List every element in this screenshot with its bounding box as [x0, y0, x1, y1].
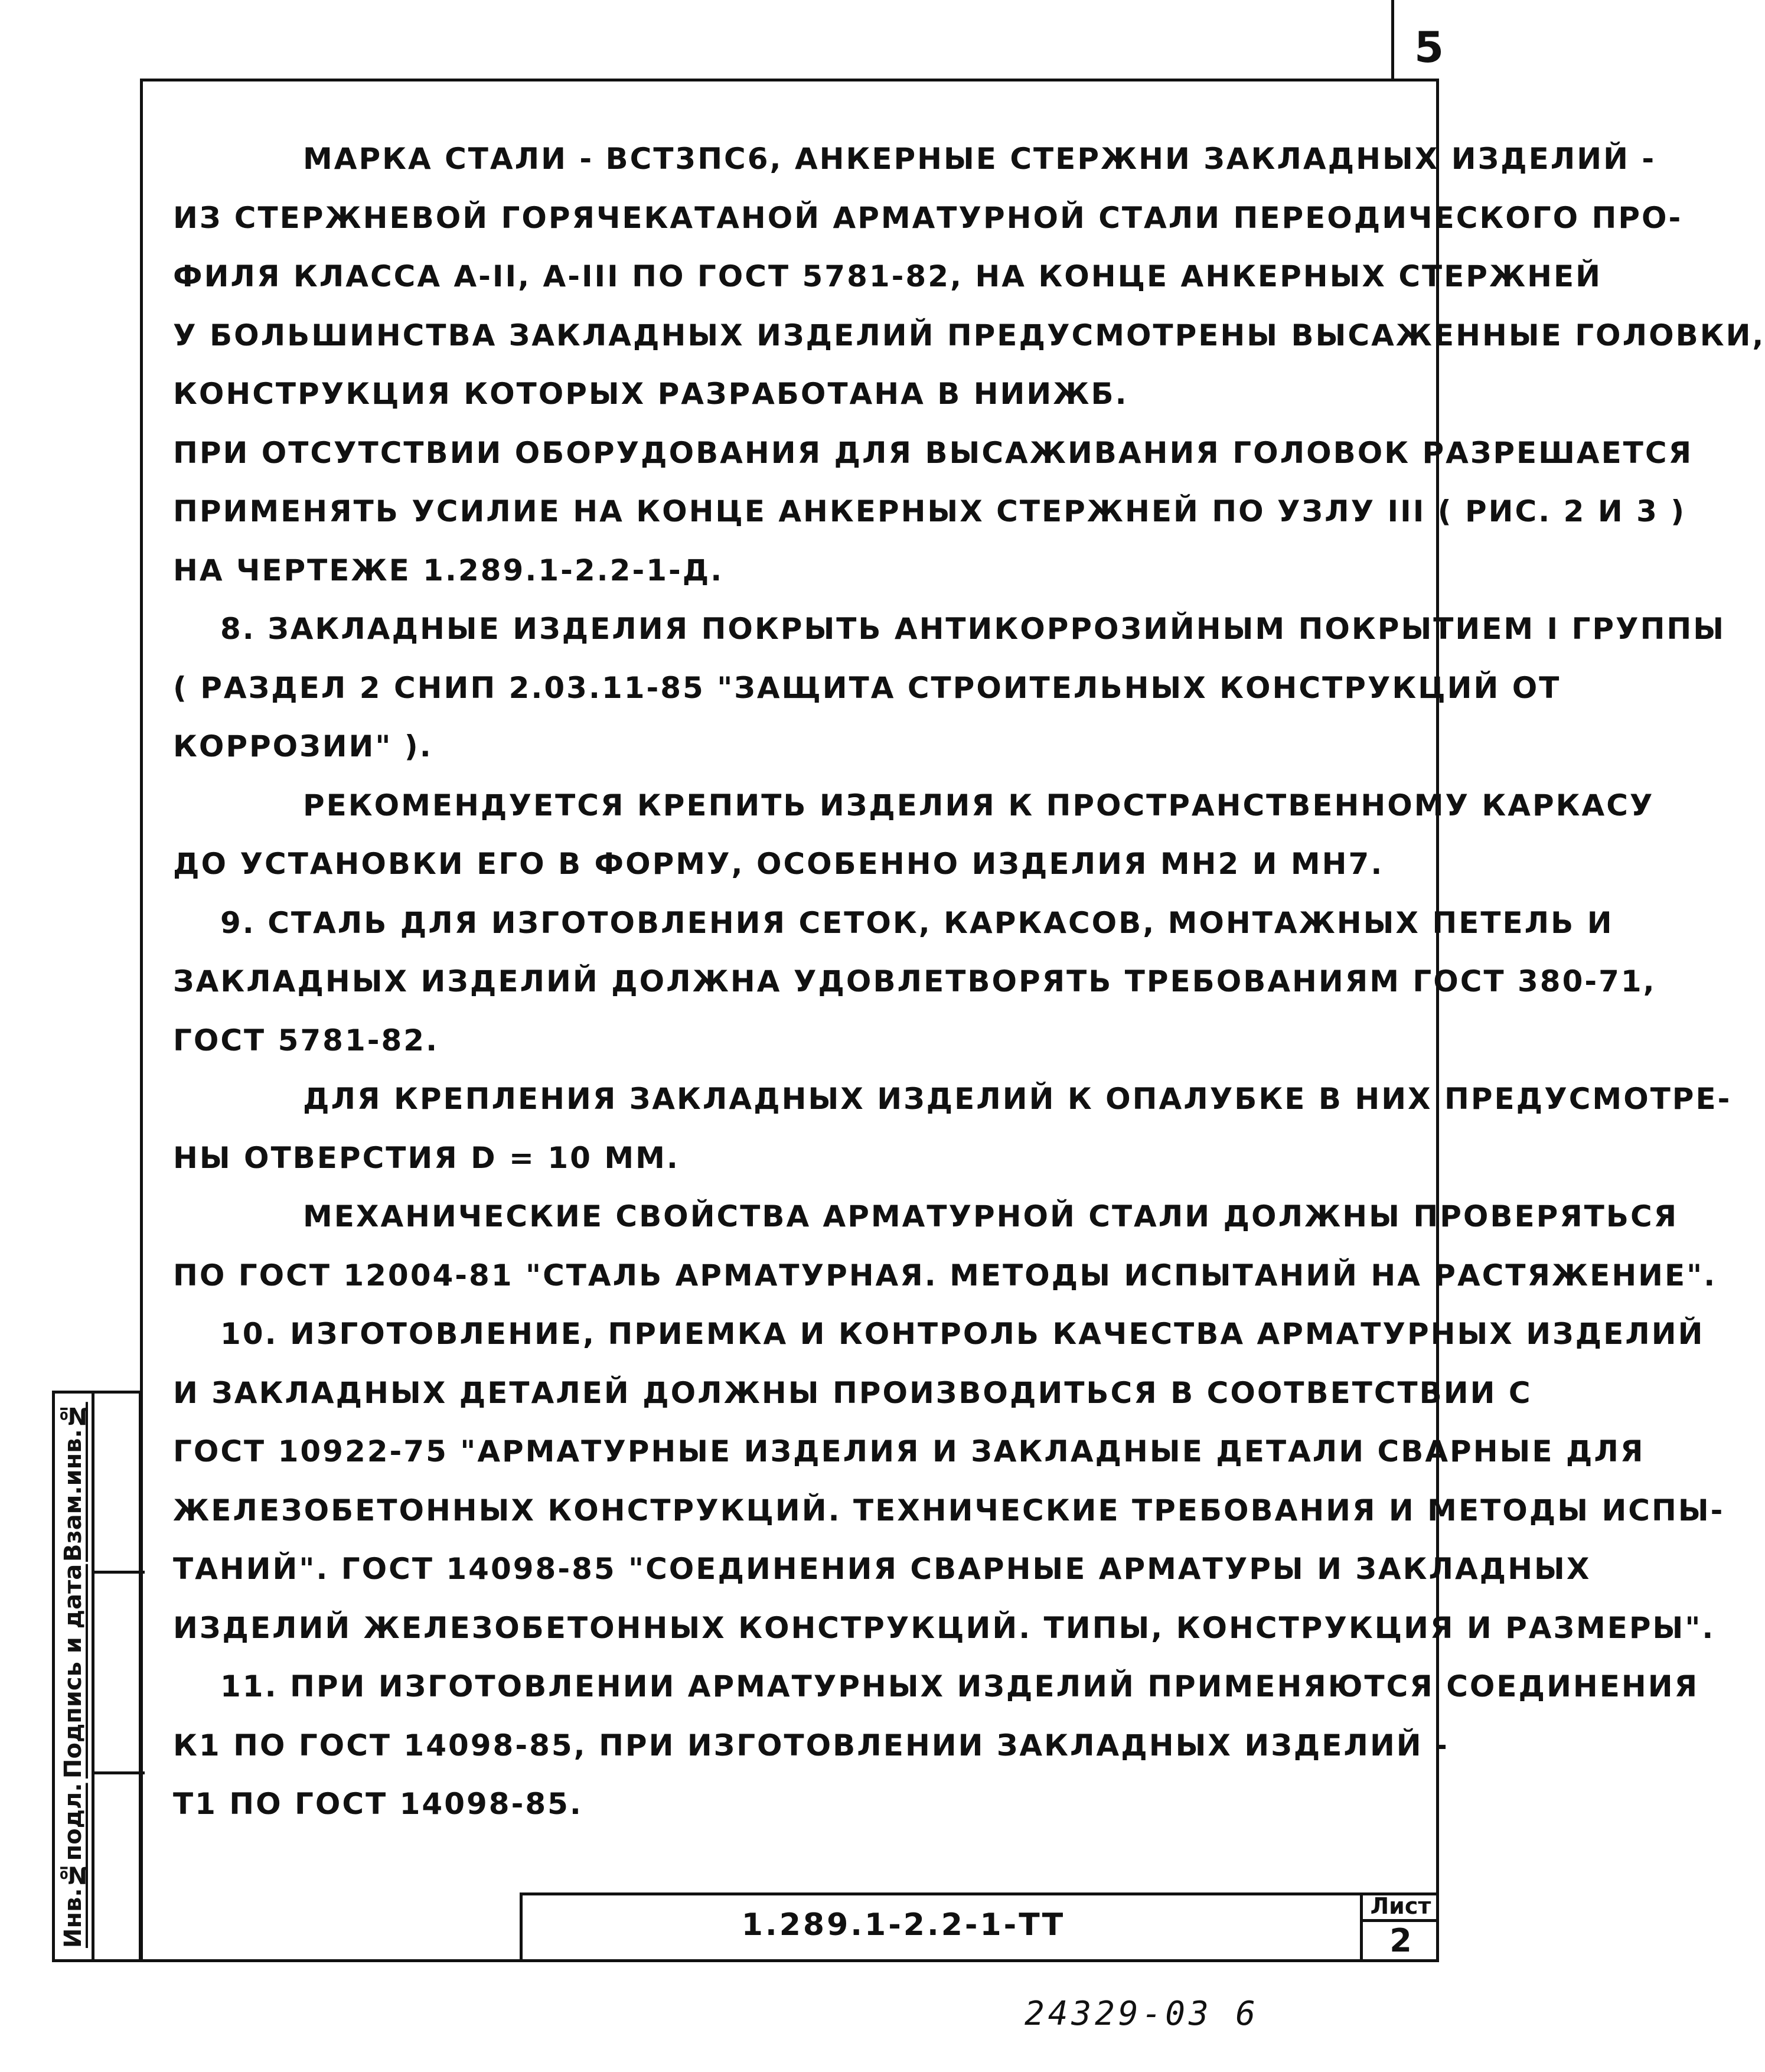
stamp-divider	[92, 1394, 94, 1959]
text-line: ФИЛЯ КЛАССА А-II, А-III ПО ГОСТ 5781-82, НА КОНЦЕ АНКЕРНЫХ СТЕРЖНЕЙ	[173, 259, 1602, 293]
text-line: 11. ПРИ ИЗГОТОВЛЕНИИ АРМАТУРНЫХ ИЗДЕЛИЙ ПРИМЕНЯЮТСЯ СОЕДИНЕНИЯ	[220, 1669, 1699, 1704]
text-line: ГОСТ 5781-82.	[173, 1023, 439, 1058]
text-line: К1 ПО ГОСТ 14098-85, ПРИ ИЗГОТОВЛЕНИИ ЗАКЛАДНЫХ ИЗДЕЛИЙ -	[173, 1728, 1449, 1763]
text-line: ЗАКЛАДНЫХ ИЗДЕЛИЙ ДОЛЖНА УДОВЛЕТВОРЯТЬ ТРЕБОВАНИЯМ ГОСТ 380-71,	[173, 964, 1656, 999]
text-line: ГОСТ 10922-75 "АРМАТУРНЫЕ ИЗДЕЛИЯ И ЗАКЛАДНЫЕ ДЕТАЛИ СВАРНЫЕ ДЛЯ	[173, 1434, 1645, 1469]
text-line: КОНСТРУКЦИЯ КОТОРЫХ РАЗРАБОТАНА В НИИЖБ.	[173, 377, 1128, 411]
stamp-divider	[92, 1571, 145, 1574]
text-line: 9. СТАЛЬ ДЛЯ ИЗГОТОВЛЕНИЯ СЕТОК, КАРКАСОВ, МОНТАЖНЫХ ПЕТЕЛЬ И	[220, 905, 1614, 940]
archive-number: 24329-03 6	[1025, 1995, 1260, 2033]
text-line: ИЗДЕЛИЙ ЖЕЛЕЗОБЕТОННЫХ КОНСТРУКЦИЙ. ТИПЫ, КОНСТРУКЦИЯ И РАЗМЕРЫ".	[173, 1610, 1715, 1645]
stamp-sign-date: Подпись и дата	[60, 1564, 87, 1779]
sheet-number: 2	[1389, 1922, 1412, 1959]
text-line: ЖЕЛЕЗОБЕТОННЫХ КОНСТРУКЦИЙ. ТЕХНИЧЕСКИЕ ТРЕБОВАНИЯ И МЕТОДЫ ИСПЫ-	[173, 1493, 1725, 1528]
text-line: ПРИМЕНЯТЬ УСИЛИЕ НА КОНЦЕ АНКЕРНЫХ СТЕРЖНЕЙ ПО УЗЛУ III ( РИС. 2 И 3 )	[173, 494, 1686, 528]
text-line: ( РАЗДЕЛ 2 СНИП 2.03.11-85 "ЗАЩИТА СТРОИТЕЛЬНЫХ КОНСТРУКЦИЙ ОТ	[173, 670, 1561, 705]
text-line: КОРРОЗИИ" ).	[173, 729, 433, 763]
text-line: ТАНИЙ". ГОСТ 14098-85 "СОЕДИНЕНИЯ СВАРНЫЕ АРМАТУРЫ И ЗАКЛАДНЫХ	[173, 1552, 1591, 1586]
text-line: 10. ИЗГОТОВЛЕНИЕ, ПРИЕМКА И КОНТРОЛЬ КАЧЕСТВА АРМАТУРНЫХ ИЗДЕЛИЙ	[220, 1317, 1705, 1351]
text-line: ПРИ ОТСУТСТВИИ ОБОРУДОВАНИЯ ДЛЯ ВЫСАЖИВАНИЯ ГОЛОВОК РАЗРЕШАЕТСЯ	[173, 435, 1694, 470]
text-line: ПО ГОСТ 12004-81 "СТАЛЬ АРМАТУРНАЯ. МЕТОДЫ ИСПЫТАНИЙ НА РАСТЯЖЕНИЕ".	[173, 1258, 1717, 1293]
sheet-label: Лист	[1370, 1893, 1431, 1919]
text-line: 8. ЗАКЛАДНЫЕ ИЗДЕЛИЯ ПОКРЫТЬ АНТИКОРРОЗИЙНЫМ ПОКРЫТИЕМ I ГРУППЫ	[220, 612, 1726, 646]
text-line: ИЗ СТЕРЖНЕВОЙ ГОРЯЧЕКАТАНОЙ АРМАТУРНОЙ СТАЛИ ПЕРЕОДИЧЕСКОГО ПРО-	[173, 200, 1683, 235]
notes-text	[173, 130, 1765, 1834]
text-line: Т1 ПО ГОСТ 14098-85.	[173, 1787, 583, 1821]
text-line: РЕКОМЕНДУЕТСЯ КРЕПИТЬ ИЗДЕЛИЯ К ПРОСТРАНСТВЕННОМУ КАРКАСУ	[303, 788, 1655, 823]
stamp-replace-inv: Взам.инв.№	[60, 1402, 87, 1562]
text-line: НЫ ОТВЕРСТИЯ D = 10 ММ.	[173, 1140, 680, 1175]
side-stamp	[52, 1391, 142, 1962]
page-number: 5	[1414, 22, 1446, 72]
text-line: У БОЛЬШИНСТВА ЗАКЛАДНЫХ ИЗДЕЛИЙ ПРЕДУСМОТРЕНЫ ВЫСАЖЕННЫЕ ГОЛОВКИ,	[173, 318, 1765, 353]
stamp-divider	[92, 1771, 145, 1774]
text-line: И ЗАКЛАДНЫХ ДЕТАЛЕЙ ДОЛЖНЫ ПРОИЗВОДИТЬСЯ В СООТВЕТСТВИИ С	[173, 1375, 1532, 1410]
text-line: МАРКА СТАЛИ - ВСТ3ПС6, АНКЕРНЫЕ СТЕРЖНИ ЗАКЛАДНЫХ ИЗДЕЛИЙ -	[303, 142, 1656, 176]
text-line: ДЛЯ КРЕПЛЕНИЯ ЗАКЛАДНЫХ ИЗДЕЛИЙ К ОПАЛУБКЕ В НИХ ПРЕДУСМОТРЕ-	[303, 1082, 1732, 1116]
document-code: 1.289.1-2.2-1-ТТ	[741, 1907, 1066, 1943]
stamp-inv-orig: Инв.№подл.	[60, 1783, 87, 1948]
text-line: МЕХАНИЧЕСКИЕ СВОЙСТВА АРМАТУРНОЙ СТАЛИ ДОЛЖНЫ ПРОВЕРЯТЬСЯ	[303, 1199, 1679, 1234]
text-line: ДО УСТАНОВКИ ЕГО В ФОРМУ, ОСОБЕННО ИЗДЕЛИЯ МН2 И МН7.	[173, 847, 1384, 881]
text-line: НА ЧЕРТЕЖЕ 1.289.1-2.2-1-Д.	[173, 553, 724, 588]
